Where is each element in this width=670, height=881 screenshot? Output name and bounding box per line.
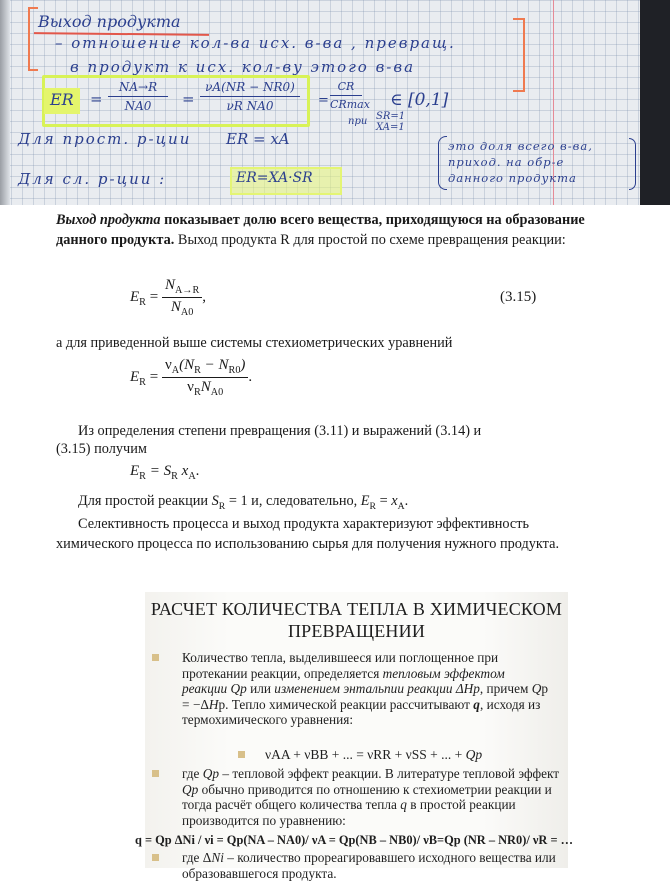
item3-text-b: – количество прореагировавшего исходного вещества или образовавшегося продукта.	[182, 850, 556, 881]
equation-er-sr-xa: $E_R = S_R$ $x_A$.	[130, 463, 200, 482]
term-product-yield: Выход продукта	[56, 212, 161, 228]
bullet-square-icon	[238, 751, 245, 758]
paragraph-stoichiometric: а для приведенной выше системы стехиометрических уравнений	[56, 335, 453, 351]
equation-text: νAA + νBB + ... = νRR + νSS + ... +	[265, 747, 466, 762]
equals-sign: =	[90, 90, 103, 108]
p4-e-sub: R	[369, 500, 376, 512]
note-title: Выход продукта	[38, 12, 181, 31]
eq1-lhs-sub: R	[139, 296, 146, 308]
item1-text-b: или	[246, 681, 275, 696]
eq3-x-sub: A	[188, 471, 196, 482]
p4-x-sub: A	[397, 500, 405, 512]
item2-text-c: обычно приводится по отношению к стехиометрии реакции и тогда расчёт общего количества тепла	[182, 781, 552, 812]
eq3-x: x	[177, 463, 189, 479]
definition-line-2: в продукт к исх. кол-ву этого в-ва	[70, 58, 416, 76]
p4-text-c: = 1 и, следовательно,	[225, 493, 361, 509]
eq2-nu-r-sub: R	[193, 387, 201, 398]
slide-item-delta-ni	[182, 850, 562, 881]
paragraph-derivation: Из определения степени превращения (3.11) и выражений (3.14) и	[78, 423, 482, 439]
fraction-1-numerator: NA→R	[108, 80, 168, 97]
slide-title-line-2: ПРЕВРАЩЕНИИ	[287, 621, 426, 641]
eq2-nr: (N	[179, 357, 195, 373]
paragraph-derivation-cont: (3.15) получим	[56, 441, 147, 457]
eq2-lhs: E	[130, 368, 140, 385]
eq2-nr0-sub: R0	[228, 365, 241, 376]
handwritten-notes	[0, 0, 670, 205]
equation-number: (3.15)	[500, 289, 537, 305]
side-note	[448, 138, 593, 186]
eq1-fraction	[162, 277, 202, 318]
item3-text-a: где Δ	[182, 850, 212, 865]
range-label: ∈ [0,1]	[390, 90, 449, 110]
fraction-3-numerator: CR	[330, 80, 362, 96]
fraction-2-numerator: νA(NR − NR0)	[200, 80, 300, 97]
equation-3-15: $E_R$ = $\frac{N_{A\to R}}{N_{A0}}$ ,	[130, 277, 207, 318]
side-note-line-1: это доля всего в-ва,	[448, 139, 593, 153]
eq1-num-sub: A→R	[174, 285, 200, 296]
fraction-1	[108, 80, 168, 113]
eq2-nr-sub: R	[194, 365, 201, 376]
eq3-s-sub: R	[171, 471, 178, 482]
item2-qp-2: Qр	[182, 781, 199, 797]
eq2-nr0: − N	[200, 357, 229, 373]
condition-xa: XA=1	[376, 122, 405, 133]
p4-text-a: Для простой реакции	[78, 493, 212, 509]
complex-reaction-label: Для сл. р-ции :	[18, 170, 167, 188]
photo-dark-edge	[640, 0, 670, 205]
paragraph-definition	[56, 210, 596, 250]
item1-text-f: , исходя из термохимического уравнения:	[182, 696, 541, 727]
eq1-num: N	[164, 277, 175, 293]
item2-text-a: где	[182, 766, 203, 781]
simple-reaction-equation: ER = xA	[226, 130, 290, 148]
eq2-na0: N	[200, 379, 211, 395]
paragraph-selectivity: Селективность процесса и выход продукта характеризуют эффективность химического процесса по использованию сырья для получения нужного продукта.	[56, 516, 560, 552]
page-shadow	[0, 0, 10, 205]
item1-q-bold: q	[473, 696, 480, 712]
bracket-left	[28, 7, 38, 71]
fraction-3	[330, 80, 370, 111]
item1-term-enthalpy: изменением энтальпии реакции ΔНр	[274, 681, 480, 696]
simple-reaction-label: Для прост. р-ции	[18, 130, 192, 148]
item1-h: Н	[208, 696, 219, 712]
textbook-excerpt	[0, 205, 670, 565]
condition-prefix: при	[348, 116, 368, 127]
side-note-line-2: приход. на обр-е	[448, 155, 565, 169]
item1-text-c: , причем	[479, 681, 532, 696]
item2-qp: Qр	[202, 766, 220, 781]
item1-term-thermal-effect: тепловым эффектом реакции Qр	[182, 665, 505, 696]
heat-quantity-equation: q = Qр ΔNi / νi = Qр(NA – NA0)/ νA = Qр(NB – NB0)/ νB=Qр (NR – NR0)/ νR = …	[135, 833, 573, 847]
item1-text-d: р = −Δ	[182, 681, 548, 712]
eq3-e-sub: R	[139, 471, 146, 482]
conditions	[376, 111, 405, 133]
slide-title	[145, 598, 568, 642]
bullet-square-icon	[152, 770, 159, 777]
paragraph-simple-reaction: Для простой реакции $S_R = 1$ и, следовательно, $E_R = x_A$.	[78, 493, 409, 512]
note-paren-left	[438, 136, 447, 190]
definition-rest: Выход продукта R для простой по схеме превращения реакции:	[174, 232, 566, 248]
definition-bold: показывает долю всего вещества, приходящуюся на образование данного продукта.	[56, 212, 585, 248]
eq1-lhs: E	[130, 288, 140, 305]
slide-item-heat-amount	[182, 650, 552, 728]
item1-q: Q	[531, 681, 542, 696]
thermochemical-equation	[265, 747, 482, 763]
eq2-nu-a: ν	[164, 357, 172, 373]
formula-lhs: ER	[50, 90, 74, 109]
note-paren-right	[629, 138, 636, 190]
bullet-square-icon	[152, 854, 159, 861]
fraction-1-denominator: NA0	[124, 99, 152, 113]
eq2-fraction	[162, 357, 248, 398]
eq2-nu-a-sub: A	[171, 365, 180, 376]
slide-item-thermal-effect	[182, 766, 562, 828]
equation-stoichiometric: $E_R$ = $\frac{\nu_A(N_R - N_{R0})}{\nu_RN_{A0}}$ .	[130, 357, 253, 398]
fraction-2	[200, 80, 300, 113]
fraction-2-denominator: νR NA0	[226, 99, 274, 113]
item3-ni: Ni	[211, 850, 224, 865]
item2-text-d: в простой реакции производится по уравнению:	[182, 797, 516, 828]
eq2-paren: )	[240, 357, 246, 373]
item1-text-a: Количество тепла, выделившееся или поглощенное при протекании реакции, определяется	[182, 650, 499, 681]
equation-q: Qр	[465, 747, 483, 762]
eq1-den: N	[170, 299, 181, 315]
presentation-slide	[135, 592, 573, 881]
definition-line-1: – отношение кол-ва исх. в-ва , превращ.	[55, 34, 456, 52]
fraction-3-denominator: CRmax	[330, 98, 370, 111]
item1-text-e: р. Тепло химической реакции рассчитывают	[218, 696, 474, 712]
eq2-na0-sub: A0	[210, 387, 224, 398]
equals-sign: =	[318, 93, 329, 108]
eq3-e: E	[130, 463, 140, 479]
item2-text-b: – тепловой эффект реакции. В литературе тепловой эффект	[219, 766, 560, 781]
bracket-right	[513, 18, 525, 92]
p4-eq: =	[376, 493, 392, 509]
bullet-square-icon	[152, 654, 159, 661]
complex-reaction-equation: ER=XA·SR	[236, 170, 313, 186]
slide-title-line-1: РАСЧЕТ КОЛИЧЕСТВА ТЕПЛА В ХИМИЧЕСКОМ	[150, 599, 563, 619]
p4-e: E	[360, 493, 370, 509]
side-note-line-3: данного продукта	[448, 171, 577, 185]
eq2-lhs-sub: R	[139, 376, 146, 388]
p4-s-sub: R	[218, 500, 226, 512]
item2-q: q	[400, 797, 407, 812]
p4-x: x	[391, 493, 398, 509]
condition-sr: SR=1	[376, 111, 406, 122]
equals-sign: =	[182, 90, 195, 108]
eq3-s: = S	[145, 463, 172, 479]
p4-s: S	[211, 493, 219, 509]
eq1-den-sub: A0	[180, 307, 194, 318]
eq2-nu-r: ν	[187, 379, 194, 395]
